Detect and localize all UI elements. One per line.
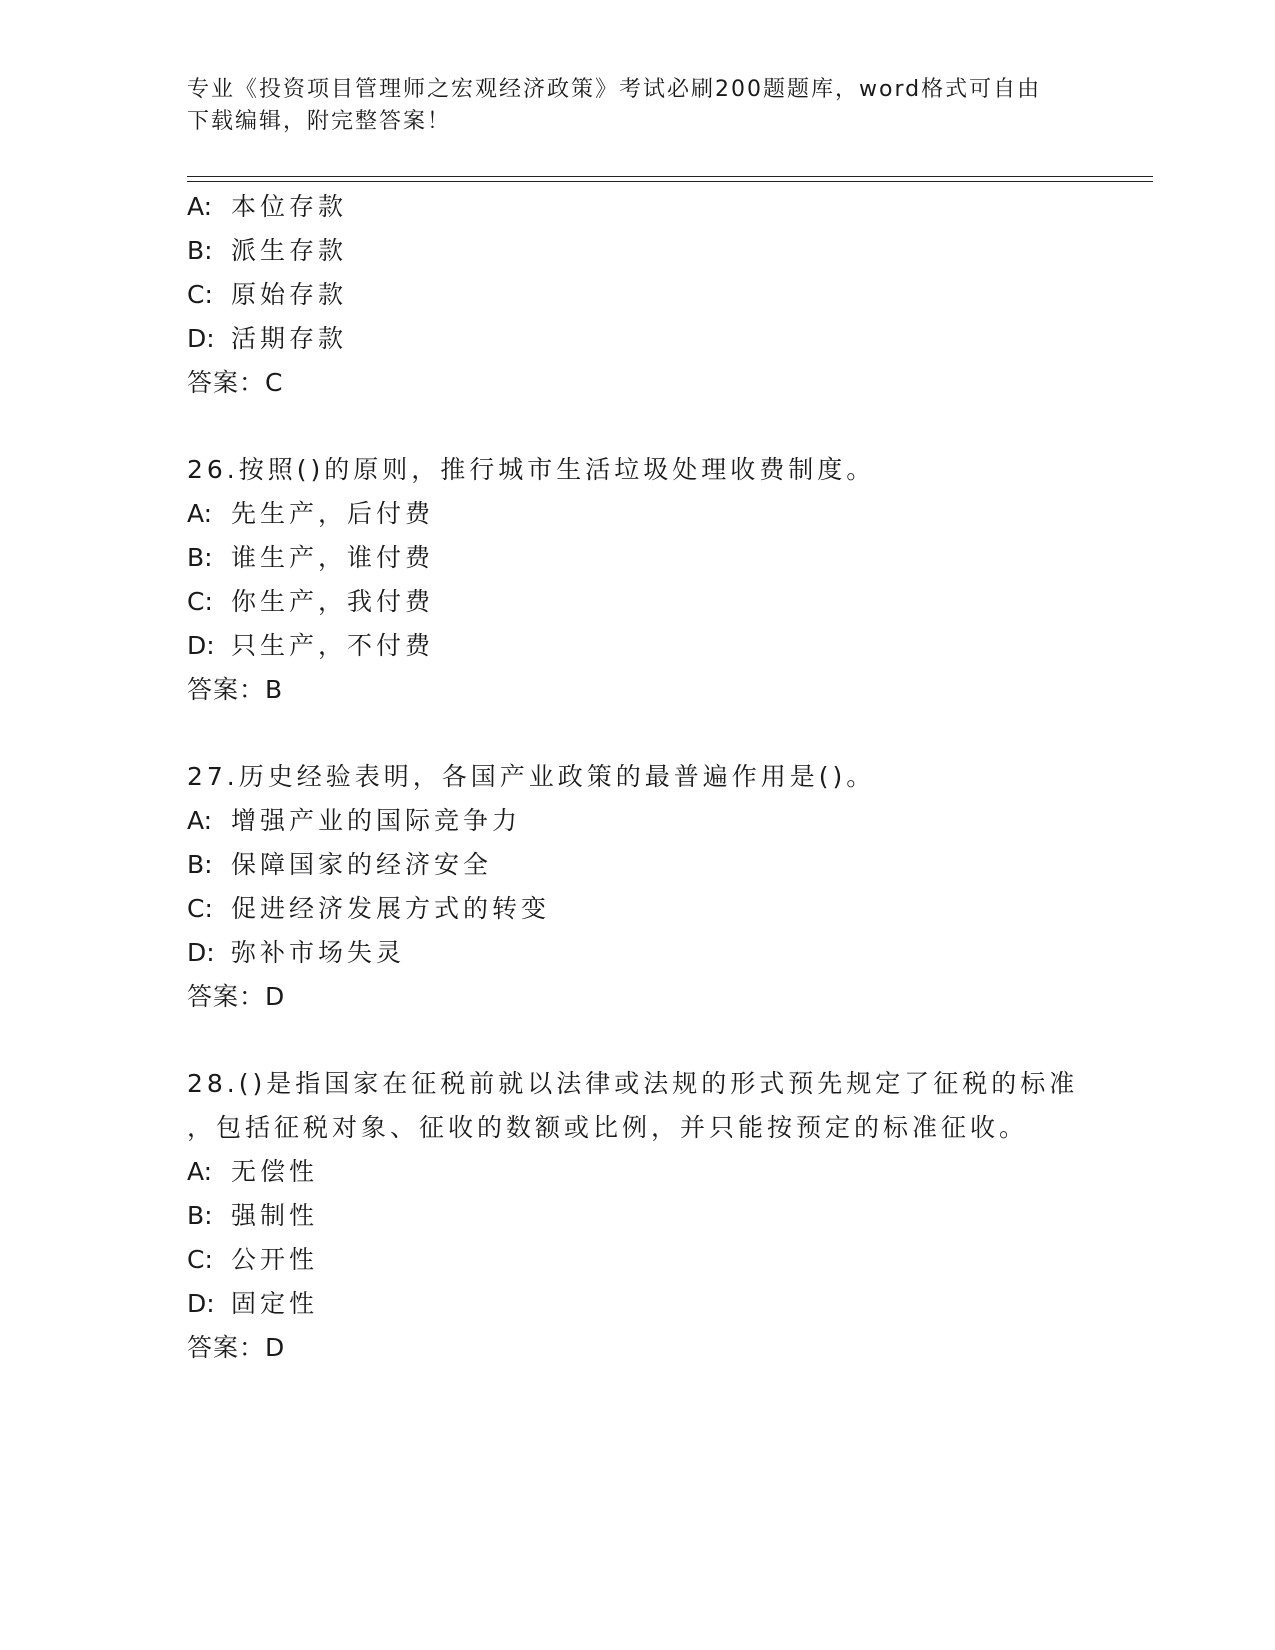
q25-option-c xyxy=(187,278,347,312)
q28-option-b xyxy=(187,1199,318,1233)
header-divider-bottom xyxy=(187,181,1153,182)
option-key: B: xyxy=(187,543,213,572)
option-key: A: xyxy=(187,192,213,221)
q28-option-c xyxy=(187,1243,318,1277)
q25-option-d xyxy=(187,322,347,356)
q28-answer: 答案：D xyxy=(187,1333,286,1362)
q26-question: 26.按照()的原则，推行城市生活垃圾处理收费制度。 xyxy=(187,455,876,484)
q27-option-a xyxy=(187,804,521,838)
q28-question-line-2: ，包括征税对象、征收的数额或比例，并只能按预定的标准征收。 xyxy=(187,1113,1029,1142)
option-text: 保障国家的经济安全 xyxy=(231,850,493,879)
q27-option-d xyxy=(187,936,405,970)
option-text: 弥补市场失灵 xyxy=(231,938,406,967)
option-key: D: xyxy=(187,631,215,660)
option-key: B: xyxy=(187,850,213,879)
option-key: C: xyxy=(187,1245,213,1274)
option-text: 只生产，不付费 xyxy=(231,631,435,660)
option-text: 公开性 xyxy=(231,1245,319,1274)
option-text: 固定性 xyxy=(231,1289,319,1318)
header-line-2: 下载编辑，附完整答案！ xyxy=(187,109,452,134)
option-key: C: xyxy=(187,894,213,923)
q26-option-d xyxy=(187,629,434,663)
option-text: 谁生产，谁付费 xyxy=(231,543,435,572)
option-key: A: xyxy=(187,499,213,528)
q26-option-c xyxy=(187,585,434,619)
option-text: 活期存款 xyxy=(231,324,348,353)
q25-option-b xyxy=(187,234,347,268)
option-text: 无偿性 xyxy=(231,1157,319,1186)
option-text: 你生产，我付费 xyxy=(231,587,435,616)
option-text: 增强产业的国际竞争力 xyxy=(231,806,522,835)
q27-option-c xyxy=(187,892,550,926)
option-key: D: xyxy=(187,324,215,353)
option-text: 本位存款 xyxy=(231,192,348,221)
option-key: D: xyxy=(187,1289,215,1318)
option-key: D: xyxy=(187,938,215,967)
option-key: C: xyxy=(187,587,213,616)
option-key: B: xyxy=(187,1201,213,1230)
header-divider-top xyxy=(187,176,1153,177)
option-text: 先生产，后付费 xyxy=(231,499,435,528)
option-text: 派生存款 xyxy=(231,236,348,265)
q25-answer: 答案：C xyxy=(187,368,284,397)
header-line-1: 专业《投资项目管理师之宏观经济政策》考试必刷200题题库，word格式可自由 xyxy=(187,77,1042,102)
option-key: A: xyxy=(187,806,213,835)
q28-question-line-1: 28.()是指国家在征税前就以法律或法规的形式预先规定了征税的标准 xyxy=(187,1069,1079,1098)
option-text: 强制性 xyxy=(231,1201,319,1230)
option-text: 促进经济发展方式的转变 xyxy=(231,894,551,923)
document-header xyxy=(187,74,1087,138)
option-key: A: xyxy=(187,1157,213,1186)
option-text: 原始存款 xyxy=(231,280,348,309)
q27-option-b xyxy=(187,848,492,882)
q26-option-a xyxy=(187,497,434,531)
q28-option-d xyxy=(187,1287,318,1321)
option-key: B: xyxy=(187,236,213,265)
q27-answer: 答案：D xyxy=(187,982,286,1011)
q25-option-a xyxy=(187,190,347,224)
q28-option-a xyxy=(187,1155,318,1189)
option-key: C: xyxy=(187,280,213,309)
q26-answer: 答案：B xyxy=(187,675,284,704)
q26-option-b xyxy=(187,541,434,575)
q27-question: 27.历史经验表明，各国产业政策的最普遍作用是()。 xyxy=(187,762,876,791)
